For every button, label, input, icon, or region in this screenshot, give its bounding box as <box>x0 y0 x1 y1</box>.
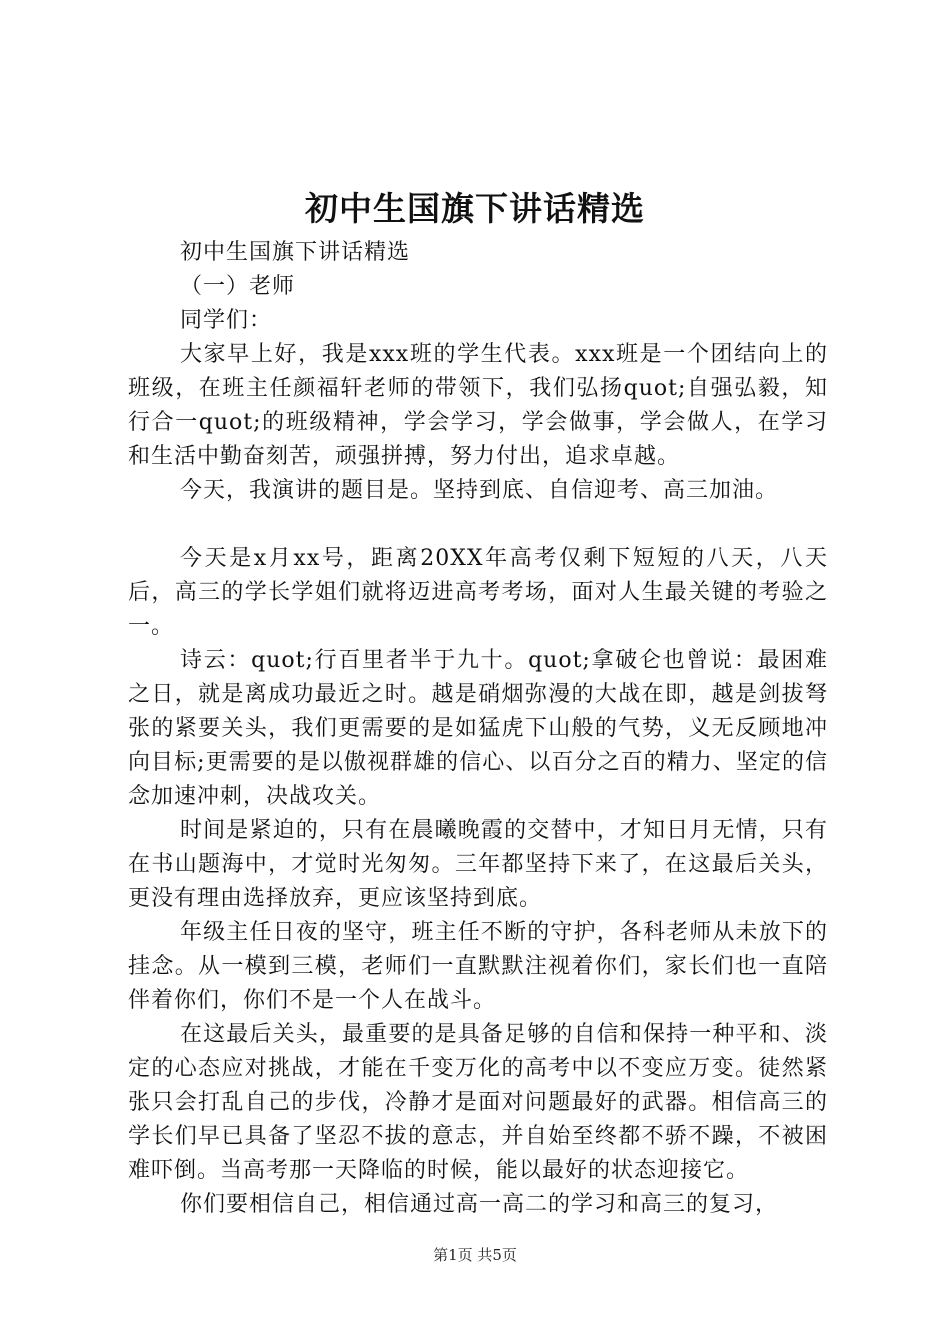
paragraph: （一）老师 <box>180 274 296 299</box>
paragraph: 诗云：quot;行百里者半于九十。quot;拿破仑也曾说：最困难之日，就是离成功最近之时。越是硝烟弥漫的大战在即，越是剑拔弩张的紧要关头，我们更需要的是如猛虎下山般的气势，义无反顾地冲向目标;更需要的是以傲视群雄的信心、以百分之百的精力、坚定的信念加速冲刺，决战攻关。 <box>128 648 828 809</box>
document-title: 初中生国旗下讲话精选 <box>305 189 645 228</box>
paragraph: 大家早上好，我是xxx班的学生代表。xxx班是一个团结向上的班级，在班主任颜福轩老师的带领下，我们弘扬quot;自强弘毅，知行合一quot;的班级精神，学会学习，学会做事，学会做人，在学习和生活中勤奋刻苦，顽强拼搏，努力付出，追求卓越。 <box>128 342 828 469</box>
document-body <box>128 236 828 1222</box>
paragraph: 今天，我演讲的题目是。坚持到底、自信迎考、高三加油。 <box>180 478 779 503</box>
blank-paragraph <box>128 508 828 542</box>
paragraph: 在这最后关头，最重要的是具备足够的自信和保持一种平和、淡定的心态应对挑战，才能在千变万化的高考中以不变应万变。徒然紧张只会打乱自己的步伐，冷静才是面对问题最好的武器。相信高三的学长们早已具备了坚忍不拔的意志，并自始至终都不骄不躁，不被困难吓倒。当高考那一天降临的时候，能以最好的状态迎接它。 <box>128 1022 828 1183</box>
paragraph: 同学们： <box>180 308 273 333</box>
page-footer: 第1页 共5页 <box>433 1246 517 1264</box>
paragraph: 初中生国旗下讲话精选 <box>180 240 411 265</box>
paragraph: 年级主任日夜的坚守，班主任不断的守护，各科老师从未放下的挂念。从一模到三模，老师们一直默默注视着你们，家长们也一直陪伴着你们，你们不是一个人在战斗。 <box>128 920 828 1013</box>
paragraph: 你们要相信自己，相信通过高一高二的学习和高三的复习， <box>180 1192 779 1217</box>
paragraph: 今天是x月xx号，距离20XX年高考仅剩下短短的八天，八天后，高三的学长学姐们就将迈进高考考场，面对人生最关键的考验之一。 <box>128 546 828 639</box>
paragraph: 时间是紧迫的，只有在晨曦晚霞的交替中，才知日月无情，只有在书山题海中，才觉时光匆匆。三年都坚持下来了，在这最后关头，更没有理由选择放弃，更应该坚持到底。 <box>128 818 828 911</box>
